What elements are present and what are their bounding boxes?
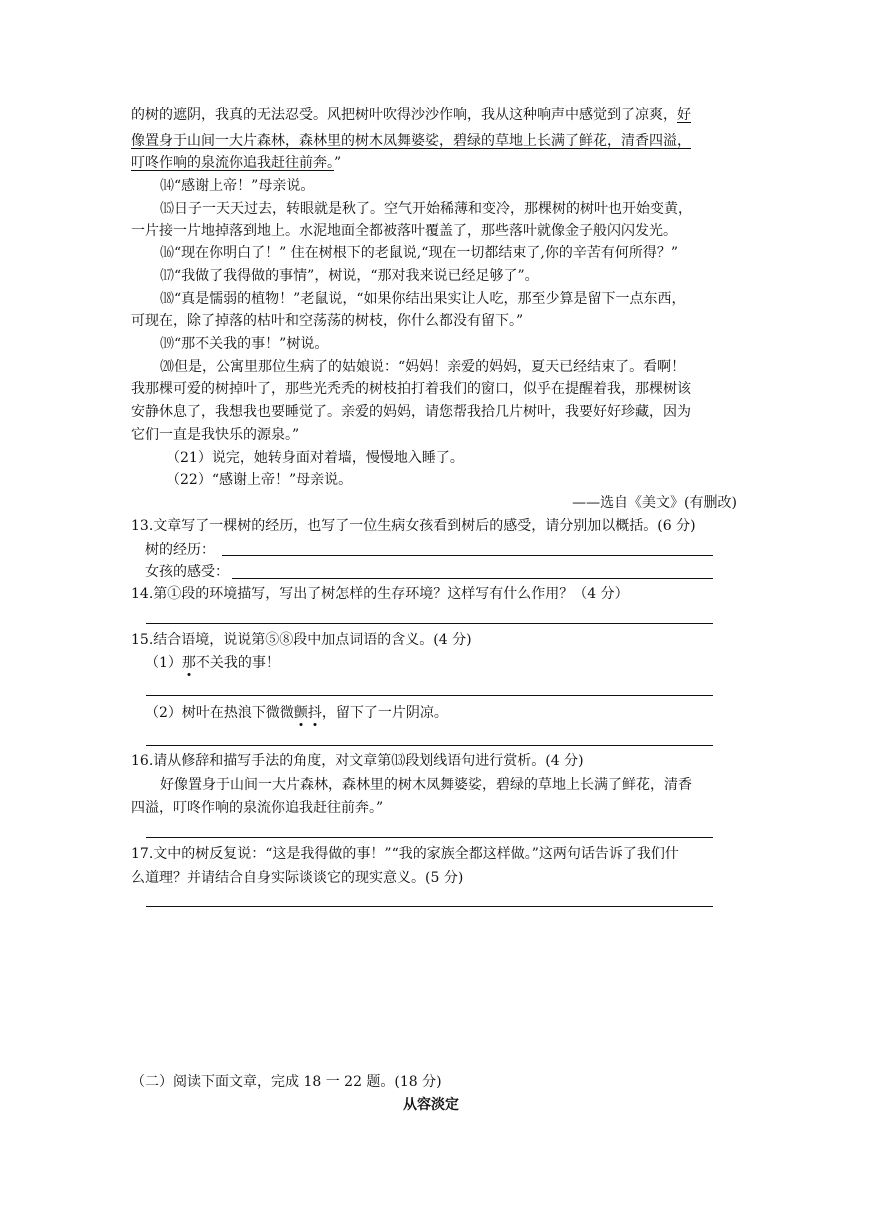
- question-16-stem: 16.请从修辞和描写手法的角度，对文章第⒀段划线语句进行赏析。(4 分): [131, 753, 584, 769]
- question-15-item-2: （2）树叶在热浪下微微颤抖，留下了一片阴凉。: [145, 705, 448, 721]
- paragraph-16: ⒃“现在你明白了！” 住在树根下的老鼠说,“现在一切都结束了,你的辛苦有何所得？”: [160, 245, 678, 261]
- paragraph-13-line-2: 像置身于山间一大片森林，森林里的树木凤舞婆娑，碧绿的草地上长满了鲜花，清香四溢，: [131, 133, 691, 149]
- paragraph-14: ⒁“感谢上帝！”母亲说。: [160, 178, 315, 194]
- question-16-quote-2: 四溢，叮咚作响的泉流你追我赶往前奔。”: [131, 800, 384, 816]
- dotted-word-chan: 颤: [293, 705, 308, 721]
- answer-line-14[interactable]: [146, 623, 713, 624]
- underlined-sentence-end: 叮咚作响的泉流你追我赶往前奔。: [131, 155, 334, 171]
- question-17-stem-1: 17.文中的树反复说：“这是我得做的事！”“我的家族全都这样做。”这两句话告诉了我们什: [131, 846, 679, 862]
- paragraph-18-line-2: 可现在，除了掉落的枯叶和空荡荡的树枝，你什么都没有留下。”: [131, 313, 524, 329]
- question-14-stem: 14.第①段的环境描写，写出了树怎样的生存环境？这样写有什么作用？（4 分）: [131, 586, 629, 602]
- paragraph-13-line-1: 的树的遮阴，我真的无法忍受。风把树叶吹得沙沙作响，我从这种响声中感觉到了凉爽，好: [131, 107, 691, 123]
- question-13-label-tree: 树的经历：: [145, 542, 215, 558]
- answer-line-16[interactable]: [146, 837, 713, 838]
- paragraph-13-line-3: 叮咚作响的泉流你追我赶往前奔。”: [131, 155, 342, 171]
- underlined-sentence-start: 好: [677, 107, 691, 123]
- answer-line-13-girl[interactable]: [232, 578, 713, 579]
- article-title: 从容淡定: [403, 1097, 459, 1113]
- paragraph-22: （22）“感谢上帝！”母亲说。: [166, 472, 353, 488]
- paragraph-20-line-3: 安静休息了，我想我也要睡觉了。亲爱的妈妈，请您帮我拾几片树叶，我要好好珍藏，因为: [131, 404, 691, 420]
- question-13-stem: 13.文章写了一棵树的经历，也写了一位生病女孩看到树后的感受，请分别加以概括。(6 分): [131, 518, 696, 534]
- paragraph-15-line-1: ⒂日子一天天过去，转眼就是秋了。空气开始稀薄和变冷，那棵树的树叶也开始变黄，: [160, 201, 692, 217]
- paragraph-20-line-1: ⒇但是，公寓里那位生病了的姑娘说：“妈妈！亲爱的妈妈，夏天已经结束了。看啊！: [160, 359, 686, 375]
- answer-line-13-tree[interactable]: [222, 555, 713, 556]
- question-16-quote-1: 好像置身于山间一大片森林，森林里的树木凤舞婆娑，碧绿的草地上长满了鲜花，清香: [160, 777, 692, 793]
- paragraph-20-line-2: 我那棵可爱的树掉叶了，那些光秃秃的树枝拍打着我们的窗口，似乎在提醒着我，那棵树该: [131, 381, 691, 397]
- question-15-item-1: （1）那不关我的事！: [145, 655, 280, 671]
- question-17-stem-2: 么道理？并请结合自身实际谈谈它的现实意义。(5 分): [131, 870, 464, 886]
- paragraph-21: （21）说完，她转身面对着墙，慢慢地入睡了。: [166, 450, 464, 466]
- question-15-stem: 15.结合语境，说说第⑤⑧段中加点词语的含义。(4 分): [131, 632, 472, 648]
- answer-line-15-1[interactable]: [146, 695, 713, 696]
- paragraph-20-line-4: 它们一直是我快乐的源泉。”: [131, 427, 300, 443]
- paragraph-15-line-2: 一片接一片地掉落到地上。水泥地面全都被落叶覆盖了，那些落叶就像金子般闪闪发光。: [131, 223, 677, 239]
- question-13-label-girl: 女孩的感受：: [145, 564, 229, 580]
- dotted-word-dou: 抖: [307, 705, 322, 721]
- source-citation: ——选自《美文》(有删改): [572, 495, 737, 511]
- section-2-heading: （二）阅读下面文章，完成 18 一 22 题。(18 分): [131, 1074, 442, 1090]
- paragraph-18-line-1: ⒅“真是懦弱的植物！”老鼠说，“如果你结出果实让人吃，那至少算是留下一点东西，: [160, 291, 686, 307]
- paragraph-17: ⒄“我做了我得做的事情”，树说，“那对我来说已经足够了”。: [160, 268, 539, 284]
- answer-line-15-2[interactable]: [146, 745, 713, 746]
- paragraph-19: ⒆“那不关我的事！”树说。: [160, 336, 329, 352]
- answer-line-17[interactable]: [146, 906, 713, 907]
- dotted-word-na: 那: [181, 655, 196, 671]
